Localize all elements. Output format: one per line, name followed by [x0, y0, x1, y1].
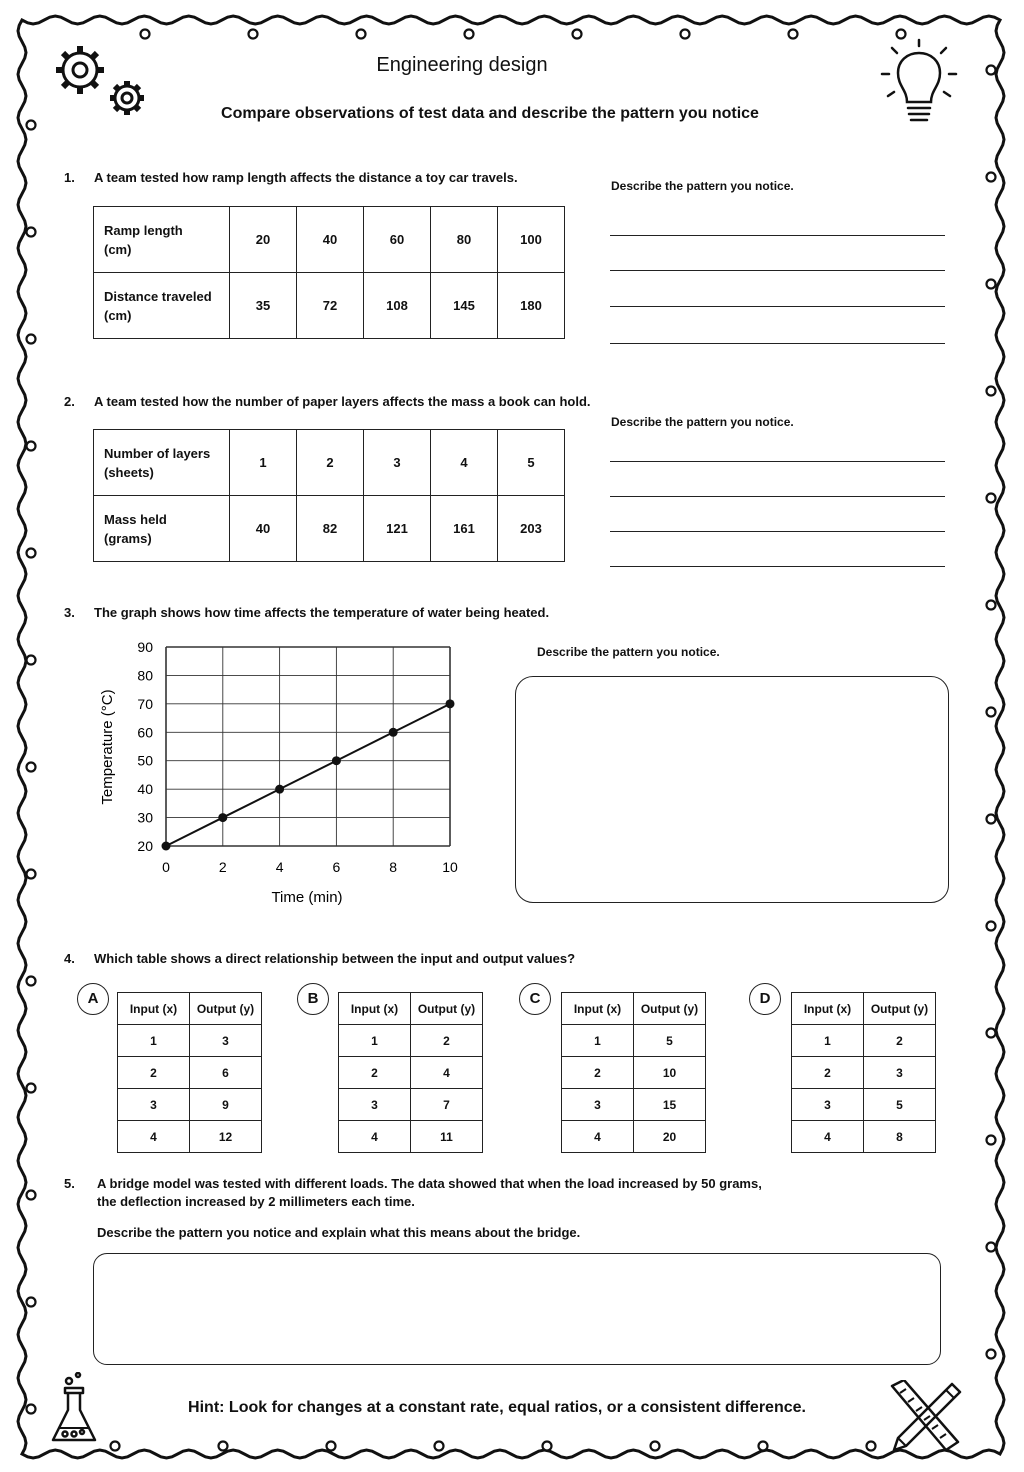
paper-layers-table — [93, 429, 565, 562]
x-tick-label: 6 — [332, 859, 341, 875]
table-row — [562, 1057, 706, 1089]
table-cell: 4 — [792, 1121, 864, 1153]
table-cell: 12 — [190, 1121, 262, 1153]
ramp-data-table — [93, 206, 565, 339]
table-row — [792, 1057, 936, 1089]
question-2-describe-label: Describe the pattern you notice. — [611, 415, 794, 429]
table-row — [562, 1025, 706, 1057]
table-row — [339, 1057, 483, 1089]
table-cell: 4 — [118, 1121, 190, 1153]
table-cell: 8 — [864, 1121, 936, 1153]
table-cell: 2 — [118, 1057, 190, 1089]
table-row — [339, 1121, 483, 1153]
data-point — [162, 842, 171, 851]
table-cell: 6 — [190, 1057, 262, 1089]
y-tick-label: 90 — [137, 639, 153, 655]
table-cell: 35 — [230, 273, 297, 339]
data-point — [389, 728, 398, 737]
table-cell: 15 — [634, 1089, 706, 1121]
option-c-table — [561, 992, 706, 1153]
table-cell: 5 — [634, 1025, 706, 1057]
table-cell: 60 — [364, 207, 431, 273]
y-axis-label: Temperature (°C) — [99, 689, 116, 805]
answer-line[interactable] — [610, 566, 945, 567]
question-3-describe-label: Describe the pattern you notice. — [537, 645, 720, 659]
question-1-text: A team tested how ramp length affects the distance a toy car travels. — [94, 170, 518, 185]
x-tick-label: 8 — [389, 859, 398, 875]
question-1-number: 1. — [64, 170, 75, 185]
answer-line[interactable] — [610, 306, 945, 307]
table-row — [118, 1089, 262, 1121]
column-header: Input (x) — [118, 993, 190, 1025]
table-cell: 20 — [230, 207, 297, 273]
table-cell: 3 — [792, 1089, 864, 1121]
question-1-describe-label: Describe the pattern you notice. — [611, 179, 794, 193]
answer-line[interactable] — [610, 235, 945, 236]
table-row — [792, 1121, 936, 1153]
answer-line[interactable] — [610, 461, 945, 462]
table-row — [118, 1057, 262, 1089]
answer-line[interactable] — [610, 531, 945, 532]
data-point — [332, 756, 341, 765]
x-axis-label: Time (min) — [271, 889, 343, 906]
hint-text: Hint: Look for changes at a constant rate, equal ratios, or a consistent difference. — [188, 1399, 806, 1416]
option-d-table — [791, 992, 936, 1153]
table-cell: 4 — [562, 1121, 634, 1153]
option-d-label[interactable]: D — [749, 983, 781, 1015]
table-cell: 11 — [411, 1121, 483, 1153]
data-point — [218, 813, 227, 822]
answer-line[interactable] — [610, 343, 945, 344]
question-5-text-line1: A bridge model was tested with different loads. The data showed that when the load increased by 50 grams, — [97, 1176, 762, 1191]
question-3-text: The graph shows how time affects the temperature of water being heated. — [94, 605, 550, 620]
table-row — [562, 1121, 706, 1153]
question-3-number: 3. — [64, 605, 75, 620]
option-a-table — [117, 992, 262, 1153]
table-cell: 82 — [297, 496, 364, 562]
y-tick-label: 70 — [137, 695, 153, 712]
table-row — [94, 496, 565, 562]
option-b-label[interactable]: B — [297, 983, 329, 1015]
table-cell: 1 — [118, 1025, 190, 1057]
table-cell: 4 — [431, 430, 498, 496]
y-tick-label: 20 — [137, 838, 153, 854]
table-cell: 40 — [297, 207, 364, 273]
question-5-answer-box[interactable] — [93, 1253, 941, 1365]
column-header: Output (y) — [864, 993, 936, 1025]
table-cell: 180 — [498, 273, 565, 339]
question-4-number: 4. — [64, 951, 75, 966]
table-cell: 1 — [339, 1025, 411, 1057]
table-row — [792, 1025, 936, 1057]
table-cell: 161 — [431, 496, 498, 562]
x-tick-label: 2 — [218, 859, 227, 875]
table-row — [118, 1025, 262, 1057]
table-header-row — [792, 993, 936, 1025]
table-row — [94, 430, 565, 496]
question-5-prompt: Describe the pattern you notice and explain what this means about the bridge. — [97, 1225, 581, 1240]
question-2-text: A team tested how the number of paper layers affects the mass a book can hold. — [94, 394, 591, 409]
table-row — [339, 1089, 483, 1121]
column-header: Input (x) — [562, 993, 634, 1025]
table-cell: 1 — [230, 430, 297, 496]
column-header: Output (y) — [634, 993, 706, 1025]
option-b-table — [338, 992, 483, 1153]
y-tick-label: 30 — [137, 809, 153, 826]
x-tick-label: 10 — [442, 859, 458, 875]
table-cell: 5 — [498, 430, 565, 496]
table-cell: 121 — [364, 496, 431, 562]
table-cell: 3 — [364, 430, 431, 496]
x-tick-label: 0 — [162, 859, 170, 875]
question-5-number: 5. — [64, 1176, 75, 1191]
table-cell: 100 — [498, 207, 565, 273]
table-cell: 3 — [562, 1089, 634, 1121]
row-header-ramp-length: Ramp length (cm) — [94, 207, 230, 273]
table-cell: 2 — [411, 1025, 483, 1057]
table-row — [94, 207, 565, 273]
question-5-text-line2: the deflection increased by 2 millimeters each time. — [97, 1194, 415, 1209]
y-tick-label: 50 — [137, 752, 153, 769]
table-cell: 3 — [864, 1057, 936, 1089]
table-cell: 2 — [339, 1057, 411, 1089]
table-row — [562, 1089, 706, 1121]
question-3-answer-box[interactable] — [515, 676, 949, 903]
column-header: Output (y) — [411, 993, 483, 1025]
row-header-mass: Mass held (grams) — [94, 496, 230, 562]
table-cell: 72 — [297, 273, 364, 339]
table-cell: 2 — [792, 1057, 864, 1089]
column-header: Input (x) — [792, 993, 864, 1025]
row-header-distance: Distance traveled (cm) — [94, 273, 230, 339]
table-header-row — [118, 993, 262, 1025]
table-cell: 7 — [411, 1089, 483, 1121]
data-point — [275, 785, 284, 794]
table-row — [339, 1025, 483, 1057]
x-tick-label: 4 — [275, 859, 284, 875]
table-cell: 2 — [562, 1057, 634, 1089]
temperature-chart — [90, 628, 470, 918]
table-cell: 80 — [431, 207, 498, 273]
table-cell: 2 — [864, 1025, 936, 1057]
table-cell: 203 — [498, 496, 565, 562]
y-tick-label: 80 — [137, 667, 153, 684]
table-cell: 145 — [431, 273, 498, 339]
column-header: Output (y) — [190, 993, 262, 1025]
answer-line[interactable] — [610, 270, 945, 271]
option-a-label[interactable]: A — [77, 983, 109, 1015]
table-row — [118, 1121, 262, 1153]
table-cell: 1 — [792, 1025, 864, 1057]
column-header: Input (x) — [339, 993, 411, 1025]
table-cell: 3 — [339, 1089, 411, 1121]
table-cell: 40 — [230, 496, 297, 562]
table-cell: 108 — [364, 273, 431, 339]
data-point — [446, 699, 455, 708]
table-row — [792, 1089, 936, 1121]
question-4-text: Which table shows a direct relationship between the input and output values? — [94, 951, 576, 966]
table-cell: 1 — [562, 1025, 634, 1057]
table-cell: 4 — [339, 1121, 411, 1153]
series-line — [166, 704, 450, 846]
table-row — [94, 273, 565, 339]
table-header-row — [339, 993, 483, 1025]
table-cell: 3 — [190, 1025, 262, 1057]
table-cell: 5 — [864, 1089, 936, 1121]
table-cell: 2 — [297, 430, 364, 496]
table-cell: 10 — [634, 1057, 706, 1089]
table-header-row — [562, 993, 706, 1025]
table-cell: 20 — [634, 1121, 706, 1153]
question-2-number: 2. — [64, 394, 75, 409]
table-cell: 4 — [411, 1057, 483, 1089]
y-tick-label: 60 — [137, 724, 153, 741]
answer-line[interactable] — [610, 496, 945, 497]
row-header-layers: Number of layers (sheets) — [94, 430, 230, 496]
option-c-label[interactable]: C — [519, 983, 551, 1015]
y-tick-label: 40 — [137, 781, 153, 798]
table-cell: 9 — [190, 1089, 262, 1121]
page-subtitle: Compare observations of test data and describe the pattern you notice — [221, 105, 759, 122]
page-title: Engineering design — [376, 54, 548, 76]
table-cell: 3 — [118, 1089, 190, 1121]
